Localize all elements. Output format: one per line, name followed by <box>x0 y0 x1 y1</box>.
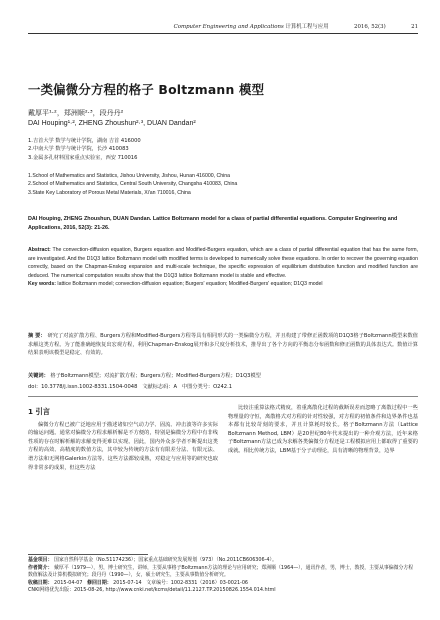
body-paragraph: 比较注重算法格式精度，着重离散化过程的截断误差而忽略了离散过程中一些物理量的守恒，离散格式对方程的针对性较强，对方程的初值条件和边界条件也基本都有比较苛刻的要求，并且计算耗时较长。格子Boltzmann方法（Lattice Boltzmann Method, LBM）是20世纪80年代末提出的一种介观方法，近年来格子Boltzmann方法已成为求解各类偏微分方程还是工程模拟应用上都取得了重要的成就。相比传统方法，LBM基于分子动理论，具有清晰的物理背景，边界 <box>228 405 418 454</box>
abstract-cn <box>28 332 418 358</box>
footnotes <box>28 557 418 595</box>
keywords-cn-label: 关键词： <box>28 373 49 379</box>
fund-label: 基金项目： <box>28 557 53 563</box>
author-bio-label: 作者简介： <box>28 564 53 571</box>
fund-text: 国家自然科学基金（No.51174236）；国家重点基础研究发展规划（973）（No.2011CB606306-4）。 <box>54 557 277 563</box>
affiliation-line: 1.School of Mathematics and Statistics, Jishou University, Jishou, Hunan 416000, China <box>28 173 231 179</box>
footnote-rule <box>28 554 148 555</box>
received-date: 2015-04-07 <box>54 579 83 586</box>
journal-name: Computer Engineering and Applications <box>173 24 284 30</box>
keywords-label: Key words: <box>28 281 56 288</box>
keywords-cn <box>28 372 418 380</box>
citation: DAI Houping, ZHENG Zhoushun, DUAN Dandan. Lattice Boltzmann model for a class of partial differential equations. Computer Engineering and Applications, 2016, 52(3): 21-26. <box>28 216 398 231</box>
abstract-en <box>28 246 418 289</box>
abstract-label: Abstract: <box>28 247 51 253</box>
authors-en: DAI Houping¹·², ZHENG Zhoushun²·³, DUAN Dandan² <box>28 120 196 127</box>
affiliation-line: 1.吉首大学 数学与统计学院，湖南 吉首 416000 <box>28 138 141 144</box>
affiliations-cn <box>28 137 418 162</box>
body-paragraph: 偏微分方程已被广泛地应用于描述诸如空气动力学、固流、冲击波等许多实际的输运问题。通常对偏微分方程求解析解是不方便的，特别是偏微分方程中有非线性项的存在时解析解的求解变得更难以实现。因此，国内外众多学者不断提出这类方程的高效、高精度的数值方法，其中较为传统的方法有有限差分法、有限元法、谱方法和无网格Galerkin方法等。这些方法都较成熟，对稳定与应用等的研究也取得非常多的成果，但这些方法 <box>28 421 218 471</box>
doi: doi：10.3778/j.issn.1002-8331.1504-0048 <box>28 384 138 390</box>
section-divider <box>28 396 418 397</box>
affiliation-line: 2.中南大学 数学与统计学院，长沙 410083 <box>28 146 129 153</box>
affiliation-line: 2.School of Mathematics and Statistics, Central South University, Changsha 410083, China <box>28 181 238 188</box>
keywords-cn-text: 格子Boltzmann模型；对流扩散方程；Burgers方程；Modified-Burgers方程；D1Q3模型 <box>50 373 261 379</box>
classification-line <box>28 383 418 390</box>
issue-info: 2016, 52(3) <box>354 24 386 30</box>
article-number: 文章编号：1002-8331（2016）03-0021-06 <box>146 579 249 586</box>
keywords-text: lattice Boltzmann model; convection-diffusion equation; Burgers' equation; Modified-Burgers' equation; D1Q3 model <box>57 281 323 288</box>
author-bio-text: 戴厚平（1979—），男，博士研究生，讲师，主要从事格子Boltzmann方法的理论与应用研究；郑洲顺（1964—），通讯作者，男，博士，教授，主要从事偏微分方程数值解法及计算机模拟研究；段丹丹（1990—），女，硕士研究生，主要从事数值分析研究。 <box>28 564 414 579</box>
doc-code: 文献标志码：A <box>142 384 178 390</box>
paper-title: 一类偏微分方程的格子 Boltzmann 模型 <box>28 82 265 97</box>
section-heading: 1 引言 <box>28 407 50 416</box>
running-header <box>28 22 418 32</box>
body-column-right <box>228 404 418 456</box>
affiliations-en <box>28 172 418 197</box>
revised-date: 2015-07-14 <box>113 579 142 586</box>
abstract-cn-text: 研究了对流扩散方程、Burgers方程和Modified-Burgers方程等具有相同形式的一类偏微分方程，并且构建了带修正函数项的D1Q3格子Boltzmann模型来数值求解这类方程。为了能准确地恢复出宏观方程，利用Chapman-Enskog展开和多尺度分析技术，推导出了各个方向的平衡态分布函数和修正函数的具体表达式。数值计算结果表明该模型是稳定、有效的。 <box>28 333 418 357</box>
abstract-cn-label: 摘 要： <box>28 333 46 339</box>
journal-name-cn: 计算机工程与应用 <box>285 24 329 30</box>
revised-label: 修回日期： <box>87 579 112 586</box>
cnki-info: CNKI网络优先出版：2015-08-26, http://www.cnki.net/kcms/detail/11.2127.TP.20150826.1554.014.html <box>28 587 276 594</box>
clc-number: 中图分类号：O242.1 <box>181 384 233 390</box>
affiliation-line: 3.金属多孔材料国家重点实验室，西安 710016 <box>28 154 138 161</box>
received-label: 收稿日期： <box>28 579 53 586</box>
abstract-text: The convection-diffusion equation, Burgers equation and Modified-Burgers equation, which are a class of partial differential equation that has the same form, are investigated. And the D1Q3 lattice Boltzmann model with modified terms is developed to numerically solve these equations. In order to recover the governing equation correctly, based on the Chapman-Enskog expansion and multi-scale technique, the specific expression of equilibrium distribution function and modified function are deduced. The numerical computation results show that the D1Q3 lattice Boltzmann model is stable and effective. <box>28 247 418 279</box>
header-rule <box>28 33 418 34</box>
affiliation-line: 3.State Key Laboratory of Porous Metal Materials, Xi'an 710016, China <box>28 189 191 196</box>
body-column-left <box>28 408 218 472</box>
page-number: 21 <box>411 24 418 30</box>
authors-cn: 戴厚平¹·²，郑洲顺²·³，段丹丹² <box>28 109 124 117</box>
